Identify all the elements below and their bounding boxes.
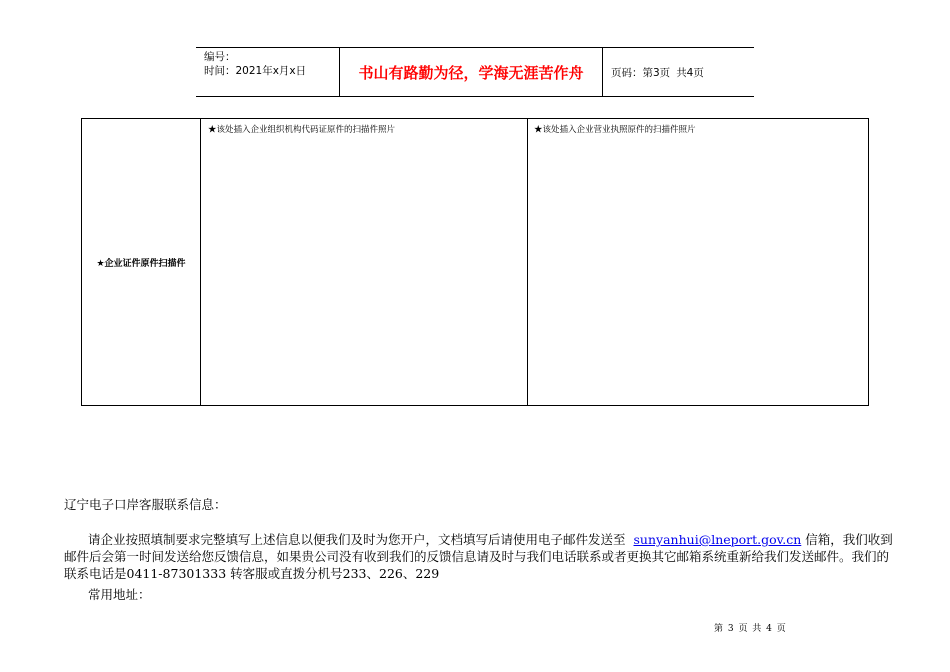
certificate-scan-table <box>81 118 869 406</box>
org-code-hint: ★该处插入企业组织机构代码证原件的扫描件照片 <box>208 125 396 135</box>
contact-title: 辽宁电子口岸客服联系信息： <box>64 497 227 512</box>
address-label: 常用地址： <box>88 587 151 602</box>
header-page-info <box>603 48 754 96</box>
org-code-scan-cell[interactable] <box>201 119 528 405</box>
business-license-scan-cell[interactable] <box>528 119 868 405</box>
page-footer: 第 3 页 共 4 页 <box>714 624 786 634</box>
para-before-email: 请企业按照填制要求完整填写上述信息以便我们及时为您开户，文档填写后请使用电子邮件发送至 <box>88 532 626 547</box>
page-total: 共4页 <box>676 66 704 79</box>
page-label: 页码：第3页 <box>611 66 671 79</box>
header-motto: 书山有路勤为径，学海无涯苦作舟 <box>339 48 603 96</box>
time-label: 时间：2021年x月x日 <box>204 65 307 77</box>
row-label: ★企业证件原件扫描件 <box>82 119 201 405</box>
number-label: 编号： <box>204 51 236 63</box>
para-after-email: 信箱，我们收到邮件后会第一时间发送给您反馈信息，如果贵公司没有收到我们的反馈信息请及时与我们电话联系或者更换其它邮箱系统重新给我们发送邮件。我们的联系电话是0411-87301333 转客服或直拨分机号233、226、229 <box>64 532 893 581</box>
contact-paragraph <box>64 531 894 582</box>
page-header <box>196 47 754 97</box>
email-link[interactable]: sunyanhui@lneport.gov.cn <box>633 532 802 547</box>
business-license-hint: ★该处插入企业营业执照原件的扫描件照片 <box>534 125 696 135</box>
header-meta <box>196 48 339 96</box>
